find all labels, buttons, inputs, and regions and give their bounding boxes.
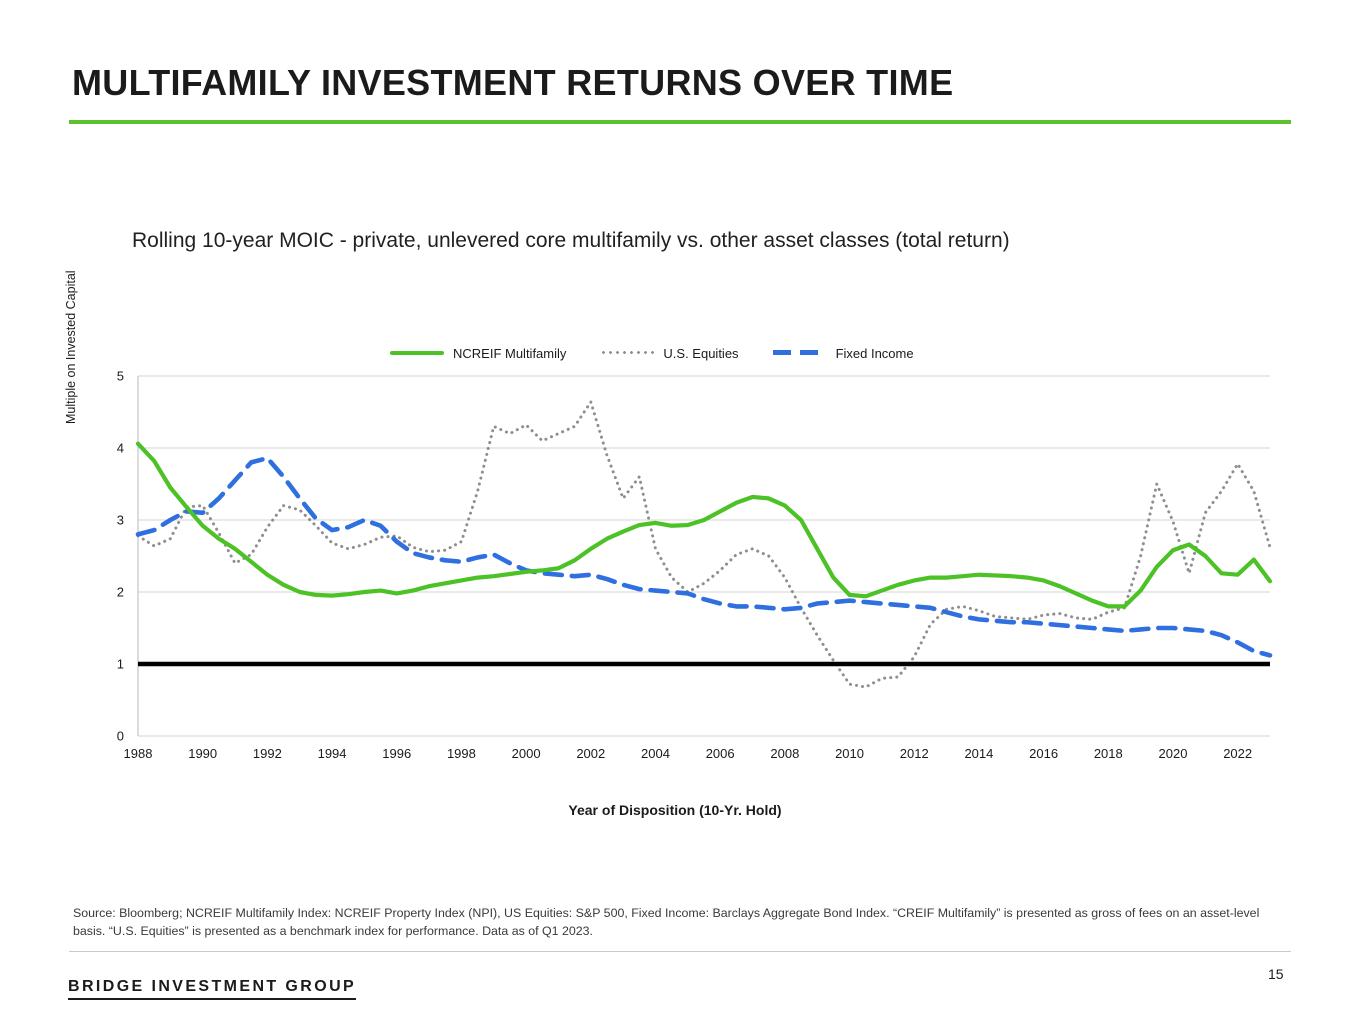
svg-text:1: 1 <box>116 656 124 672</box>
svg-text:2020: 2020 <box>1158 746 1188 761</box>
svg-text:1998: 1998 <box>446 746 476 761</box>
chart-legend <box>390 342 1010 364</box>
page-title: MULTIFAMILY INVESTMENT RETURNS OVER TIME <box>72 62 954 103</box>
svg-text:0: 0 <box>116 728 124 744</box>
legend-item-fixed-income <box>773 346 914 361</box>
svg-text:1990: 1990 <box>188 746 218 761</box>
page-number: 15 <box>1268 966 1284 982</box>
brand-logo: BRIDGE INVESTMENT GROUP <box>68 978 356 1000</box>
x-axis-title: Year of Disposition (10-Yr. Hold) <box>568 802 782 818</box>
series-line-u-s-equities <box>138 402 1270 687</box>
legend-label: U.S. Equities <box>663 345 739 361</box>
chart-subtitle: Rolling 10-year MOIC - private, unlevered core multifamily vs. other asset classes (total return) <box>132 229 1010 252</box>
series-line-ncreif-multifamily <box>138 444 1270 607</box>
legend-label: Fixed Income <box>835 345 914 361</box>
series-line-fixed-income <box>138 458 1270 655</box>
svg-text:2018: 2018 <box>1093 746 1123 761</box>
svg-text:2: 2 <box>116 584 124 600</box>
legend-item-ncreif-multifamily <box>390 346 566 361</box>
svg-text:2000: 2000 <box>511 746 541 761</box>
svg-text:2006: 2006 <box>705 746 735 761</box>
svg-text:2022: 2022 <box>1223 746 1253 761</box>
svg-text:2016: 2016 <box>1029 746 1059 761</box>
svg-text:5: 5 <box>116 368 124 384</box>
footer-divider <box>69 951 1291 952</box>
svg-text:1988: 1988 <box>123 746 153 761</box>
chart-container <box>64 270 1280 818</box>
svg-text:2010: 2010 <box>835 746 865 761</box>
line-chart-svg <box>70 364 1280 794</box>
svg-text:1996: 1996 <box>382 746 412 761</box>
source-footnote: Source: Bloomberg; NCREIF Multifamily Index: NCREIF Property Index (NPI), US Equities: S&P 500, Fixed Income: Barclays Aggregate Bond Index. “CREIF Multifamily” is presented as gross of fees on an asset-level basis. “U.S. Equities” is presented as a benchmark index for performance. Data as of Q1 2023. <box>73 906 1260 938</box>
title-underline-rule <box>69 120 1291 124</box>
svg-text:1994: 1994 <box>317 746 347 761</box>
legend-line-solid-icon <box>390 346 444 360</box>
svg-text:2012: 2012 <box>899 746 929 761</box>
legend-line-dotted-icon <box>600 346 654 360</box>
svg-text:4: 4 <box>116 440 124 456</box>
y-axis-title: Multiple on Invested Capital <box>64 270 78 424</box>
legend-line-dashed-icon <box>773 346 827 360</box>
legend-label: NCREIF Multifamily <box>453 345 567 361</box>
svg-text:2002: 2002 <box>576 746 606 761</box>
svg-text:1992: 1992 <box>252 746 282 761</box>
svg-text:2004: 2004 <box>641 746 670 761</box>
svg-text:3: 3 <box>116 512 124 528</box>
svg-text:2014: 2014 <box>964 746 994 761</box>
legend-item-us-equities <box>600 346 738 361</box>
svg-text:2008: 2008 <box>770 746 800 761</box>
